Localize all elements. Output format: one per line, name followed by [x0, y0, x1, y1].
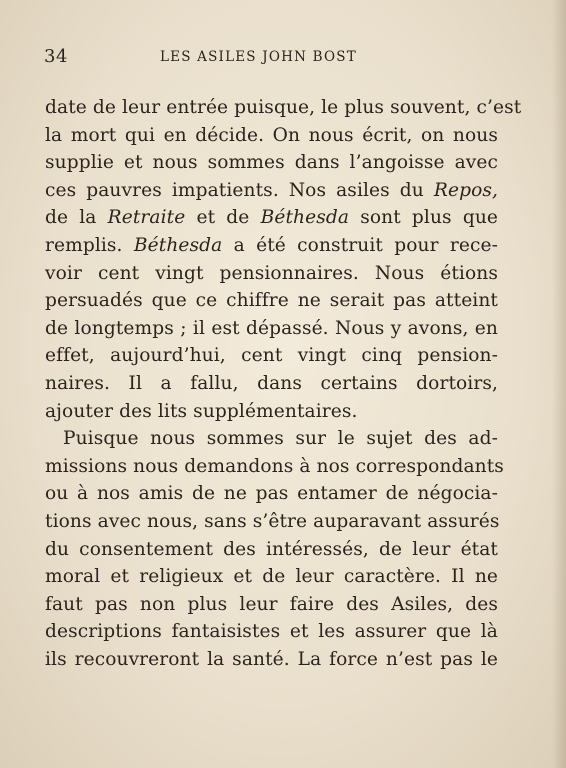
text-line: ajouter des lits supplémentaires. — [45, 400, 358, 422]
page-number: 34 — [44, 46, 68, 67]
running-head — [44, 46, 504, 68]
text-line: faut pas non plus leur faire des Asiles, des — [45, 593, 498, 615]
text-line: de la Retraite et de Béthesda sont plus que — [45, 207, 499, 229]
text-line: moral et religieux et de leur caractère. Il ne — [45, 566, 498, 588]
text-line: tions avec nous, sans s’être auparavant assurés — [45, 510, 500, 532]
text-line: la mort qui en décide. On nous écrit, on nous — [45, 124, 498, 146]
text-line: ces pauvres impatients. Nos asiles du Repos, — [45, 179, 499, 201]
text-line: persuadés que ce chiffre ne serait pas atteint — [45, 290, 498, 312]
paragraph-first-line: Puisque nous sommes sur le sujet des ad- — [63, 428, 498, 450]
text-line: date de leur entrée puisque, le plus souvent, c’est — [45, 97, 522, 118]
text-line: remplis. Béthesda a été construit pour rece- — [45, 234, 498, 256]
running-title: LES ASILES JOHN BOST — [160, 49, 357, 65]
text-line: descriptions fantaisistes et les assurer que là — [45, 621, 498, 643]
text-line: de longtemps ; il est dépassé. Nous y avons, en — [45, 317, 498, 339]
text-line: ou à nos amis de ne pas entamer de négocia- — [45, 483, 498, 505]
text-line: missions nous demandons à nos correspondants — [45, 455, 504, 477]
page-edge-shadow — [552, 0, 566, 768]
text-line: naires. Il a fallu, dans certains dortoirs, — [45, 372, 498, 394]
body-text — [45, 94, 522, 673]
text-line: effet, aujourd’hui, cent vingt cinq pension- — [45, 345, 498, 367]
text-line: voir cent vingt pensionnaires. Nous étions — [45, 262, 498, 284]
text-line: du consentement des intéressés, de leur état — [45, 538, 498, 560]
text-line: ils recouvreront la santé. La force n’est pas le — [45, 648, 498, 670]
text-line: supplie et nous sommes dans l’angoisse avec — [45, 152, 498, 174]
